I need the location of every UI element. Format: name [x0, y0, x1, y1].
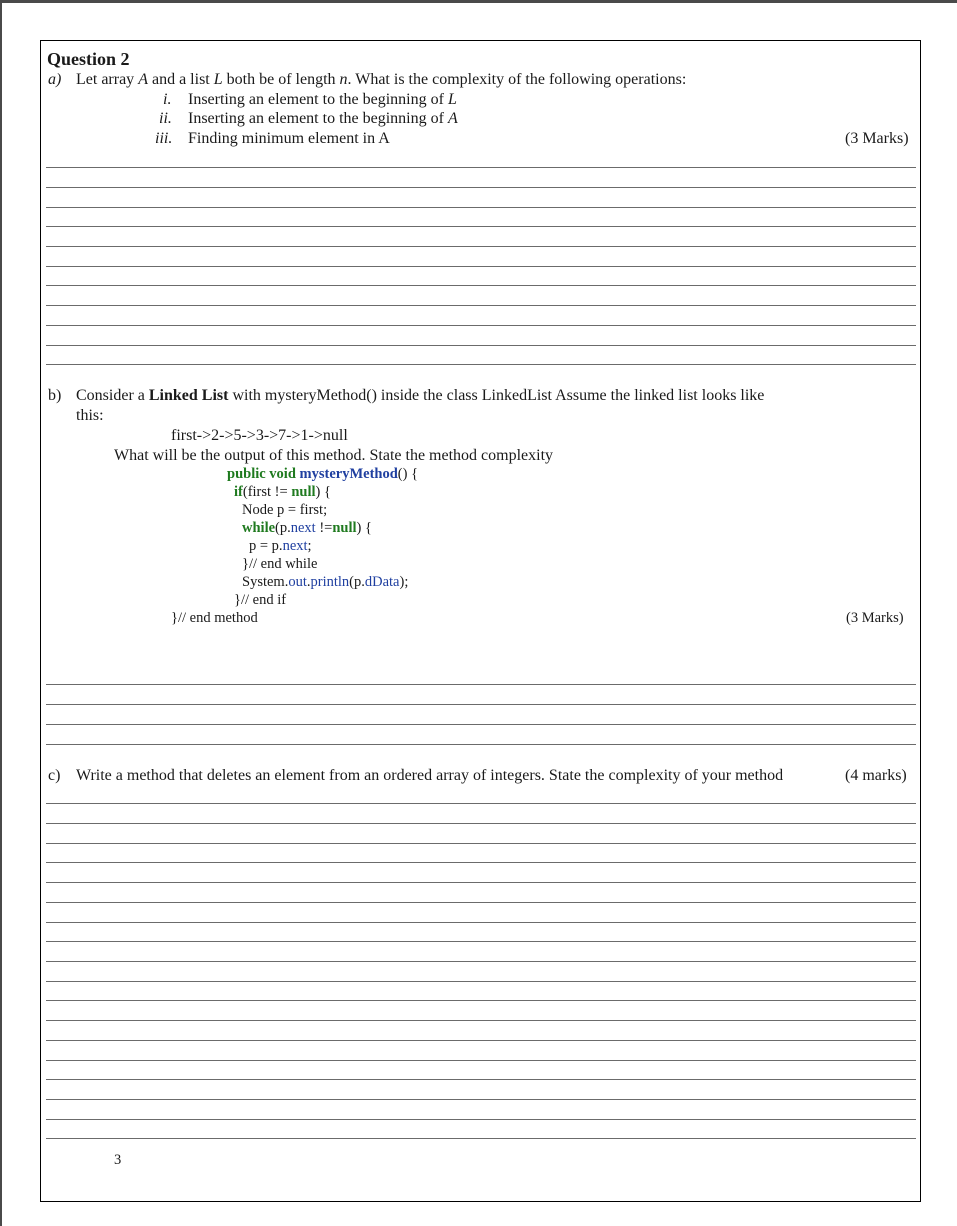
part-a-marks: (3 Marks) — [845, 130, 909, 147]
part-c-label: c) — [48, 767, 61, 784]
answer-line — [46, 226, 916, 227]
answer-line — [46, 325, 916, 326]
code-line-5: p = p.next; — [249, 538, 312, 554]
answer-line — [46, 902, 916, 903]
code-line-4: while(p.next !=null) { — [242, 520, 372, 536]
code-line-3: Node p = first; — [242, 502, 328, 518]
item-ii-num: ii. — [159, 110, 172, 127]
answer-line — [46, 704, 916, 705]
answer-line — [46, 922, 916, 923]
answer-line — [46, 1020, 916, 1021]
answer-line — [46, 285, 916, 286]
code-line-8: }// end if — [234, 592, 287, 608]
code-line-2: if(first != null) { — [234, 484, 331, 500]
part-a-label: a) — [48, 71, 62, 88]
answer-line — [46, 246, 916, 247]
code-line-9: }// end method — [171, 610, 258, 626]
part-b-marks: (3 Marks) — [846, 610, 904, 626]
answer-line — [46, 167, 916, 168]
answer-line — [46, 364, 916, 365]
answer-line — [46, 941, 916, 942]
item-iii-num: iii. — [155, 130, 173, 147]
answer-line — [46, 187, 916, 188]
answer-line — [46, 345, 916, 346]
part-b-label: b) — [48, 387, 62, 404]
page-number: 3 — [114, 1152, 122, 1168]
answer-line — [46, 305, 916, 306]
item-i-num: i. — [163, 91, 172, 108]
answer-line — [46, 843, 916, 844]
answer-line — [46, 862, 916, 863]
answer-line — [46, 207, 916, 208]
answer-line — [46, 724, 916, 725]
part-c-marks: (4 marks) — [845, 767, 907, 784]
part-b-text: Consider a Linked List with mysteryMethod() inside the class LinkedList Assume the linked list looks like — [76, 387, 765, 404]
answer-line — [46, 961, 916, 962]
part-b-text-cont: this: — [76, 407, 104, 424]
left-border — [0, 0, 2, 1226]
answer-line — [46, 1099, 916, 1100]
question-title: Question 2 — [47, 49, 130, 69]
answer-line — [46, 823, 916, 824]
answer-line — [46, 1079, 916, 1080]
item-i-text: Inserting an element to the beginning of L — [188, 91, 457, 108]
linked-list-example: first->2->5->3->7->1->null — [171, 427, 348, 444]
part-b-prompt: What will be the output of this method. State the method complexity — [114, 447, 554, 464]
part-c-text: Write a method that deletes an element from an ordered array of integers. State the complexity of your method — [76, 767, 784, 784]
answer-line — [46, 1060, 916, 1061]
answer-line — [46, 684, 916, 685]
top-border — [0, 0, 957, 3]
answer-line — [46, 981, 916, 982]
part-a-text: Let array A and a list L both be of length n. What is the complexity of the following operations: — [76, 71, 687, 88]
answer-line — [46, 803, 916, 804]
answer-line — [46, 266, 916, 267]
answer-line — [46, 1040, 916, 1041]
code-line-1: public void mysteryMethod() { — [227, 466, 419, 482]
answer-line — [46, 744, 916, 745]
code-line-7: System.out.println(p.dData); — [242, 574, 409, 590]
code-line-6: }// end while — [242, 556, 318, 572]
answer-line — [46, 1138, 916, 1139]
item-iii-text: Finding minimum element in A — [188, 130, 390, 147]
answer-line — [46, 1000, 916, 1001]
answer-line — [46, 882, 916, 883]
item-ii-text: Inserting an element to the beginning of A — [188, 110, 458, 127]
answer-line — [46, 1119, 916, 1120]
